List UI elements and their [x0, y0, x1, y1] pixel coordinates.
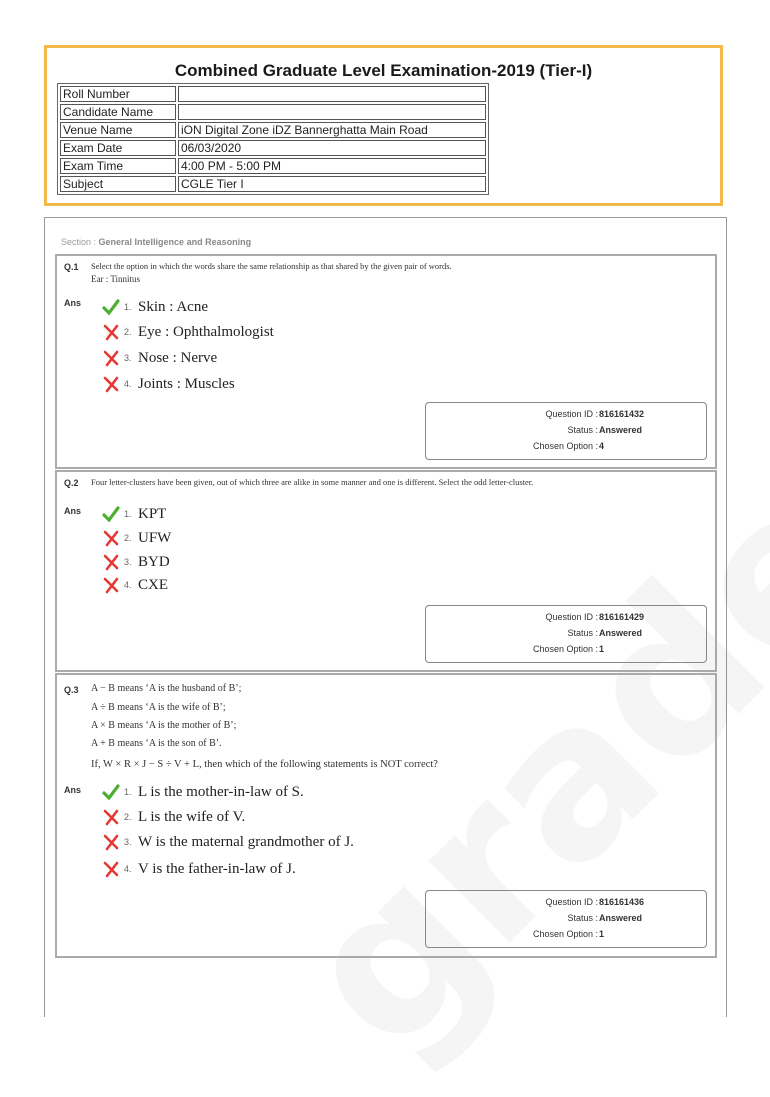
info-value [178, 104, 486, 120]
info-value: iON Digital Zone iDZ Bannerghatta Main Road [178, 122, 486, 138]
question-id-row [545, 897, 645, 907]
option-text: V is the father-in-law of J. [138, 860, 296, 877]
question-text: Four letter-clusters have been given, out of which three are alike in some manner and one is different. Select the odd letter-cluster. [91, 477, 534, 487]
status-value: Answered [599, 628, 643, 638]
cross-icon [102, 529, 120, 547]
option-text: W is the maternal grandmother of J. [138, 833, 354, 850]
question-id-label: Question ID : [545, 409, 598, 419]
option-text: Eye : Ophthalmologist [138, 323, 274, 340]
info-row [60, 86, 486, 102]
question-line: A × B means ‘A is the mother of B’; [91, 720, 237, 731]
status-value: Answered [599, 913, 643, 923]
check-icon [102, 505, 120, 523]
option-number: 3. [124, 557, 132, 567]
option-row [102, 347, 217, 369]
status-row [567, 628, 643, 638]
question-id-label: Question ID : [545, 897, 598, 907]
option-text: L is the mother-in-law of S. [138, 783, 304, 800]
info-row [60, 140, 486, 156]
question-meta-box [425, 402, 707, 460]
answer-label: Ans [64, 298, 82, 308]
cross-icon [102, 833, 120, 851]
option-row [102, 373, 235, 395]
cross-icon [102, 375, 120, 393]
info-value: 06/03/2020 [178, 140, 486, 156]
option-row [102, 781, 304, 803]
check-icon [102, 298, 120, 316]
question-number: Q.1 [64, 262, 79, 272]
question-card [55, 673, 717, 958]
info-value: 4:00 PM - 5:00 PM [178, 158, 486, 174]
option-row [102, 806, 245, 828]
status-value: Answered [599, 425, 643, 435]
answer-label: Ans [64, 506, 82, 516]
section-prefix: Section : [61, 237, 99, 247]
status-row [567, 425, 643, 435]
question-line: A ÷ B means ‘A is the wife of B’; [91, 702, 226, 713]
option-text: L is the wife of V. [138, 808, 246, 825]
question-card [55, 470, 717, 672]
question-line: If, W × R × J − S ÷ V + L, then which of the following statements is NOT correct? [91, 759, 438, 770]
status-label: Status : [567, 913, 598, 923]
info-label: Candidate Name [60, 104, 176, 120]
question-card [55, 254, 717, 469]
status-row [567, 913, 643, 923]
info-value [178, 86, 486, 102]
info-label: Exam Date [60, 140, 176, 156]
question-meta-box [425, 605, 707, 663]
question-line: A + B means ‘A is the son of B’. [91, 738, 222, 749]
option-text: Nose : Nerve [138, 349, 218, 366]
chosen-option-value: 4 [599, 441, 605, 451]
answer-label: Ans [64, 785, 82, 795]
cross-icon [102, 323, 120, 341]
exam-title: Combined Graduate Level Examination-2019 (Tier-I) [174, 61, 593, 80]
info-row [60, 104, 486, 120]
option-number: 2. [124, 533, 132, 543]
option-number: 4. [124, 864, 132, 874]
chosen-option-row [532, 441, 605, 451]
section-heading [61, 237, 251, 247]
cross-icon [102, 808, 120, 826]
check-icon [102, 783, 120, 801]
question-id-value: 816161429 [599, 612, 645, 622]
option-number: 1. [124, 509, 132, 519]
option-text: Skin : Acne [138, 298, 208, 315]
chosen-option-label: Chosen Option : [532, 929, 598, 939]
question-id-value: 816161436 [599, 897, 645, 907]
option-row [102, 831, 354, 853]
info-row [60, 122, 486, 138]
option-number: 4. [124, 580, 132, 590]
cross-icon [102, 576, 120, 594]
option-row [102, 858, 296, 880]
option-number: 3. [124, 353, 132, 363]
info-value: CGLE Tier I [178, 176, 486, 192]
option-text: UFW [138, 529, 172, 546]
option-text: KPT [138, 505, 167, 522]
cross-icon [102, 860, 120, 878]
exam-header [44, 45, 723, 206]
question-text: A − B means ‘A is the husband of B’; [91, 683, 242, 694]
question-id-row [545, 409, 645, 419]
option-number: 2. [124, 327, 132, 337]
option-row [102, 574, 168, 596]
option-row [102, 503, 166, 525]
section-name: General Intelligence and Reasoning [98, 237, 252, 247]
question-number: Q.3 [64, 685, 79, 695]
option-text: BYD [138, 553, 170, 570]
status-label: Status : [567, 628, 598, 638]
option-number: 3. [124, 837, 132, 847]
status-label: Status : [567, 425, 598, 435]
info-label: Subject [60, 176, 176, 192]
question-text: Select the option in which the words share the same relationship as that shared by the given pair of words. [91, 261, 452, 271]
chosen-option-value: 1 [599, 644, 605, 654]
chosen-option-label: Chosen Option : [532, 644, 598, 654]
option-text: Joints : Muscles [138, 375, 235, 392]
option-number: 1. [124, 787, 132, 797]
option-row [102, 527, 171, 549]
question-id-label: Question ID : [545, 612, 598, 622]
chosen-option-row [532, 929, 605, 939]
option-row [102, 296, 208, 318]
info-label: Roll Number [60, 86, 176, 102]
info-label: Venue Name [60, 122, 176, 138]
option-row [102, 321, 274, 343]
question-id-value: 816161432 [599, 409, 645, 419]
chosen-option-row [532, 644, 605, 654]
question-id-row [545, 612, 645, 622]
info-label: Exam Time [60, 158, 176, 174]
question-line: Ear : Tinnitus [91, 274, 141, 284]
cross-icon [102, 349, 120, 367]
candidate-info-table [57, 83, 489, 195]
option-row [102, 551, 170, 573]
info-row [60, 176, 486, 192]
option-number: 4. [124, 379, 132, 389]
chosen-option-value: 1 [599, 929, 605, 939]
info-row [60, 158, 486, 174]
question-paper [44, 217, 727, 1017]
option-text: CXE [138, 576, 168, 593]
question-meta-box [425, 890, 707, 948]
option-number: 1. [124, 302, 132, 312]
cross-icon [102, 553, 120, 571]
chosen-option-label: Chosen Option : [532, 441, 598, 451]
option-number: 2. [124, 812, 132, 822]
question-number: Q.2 [64, 478, 79, 488]
